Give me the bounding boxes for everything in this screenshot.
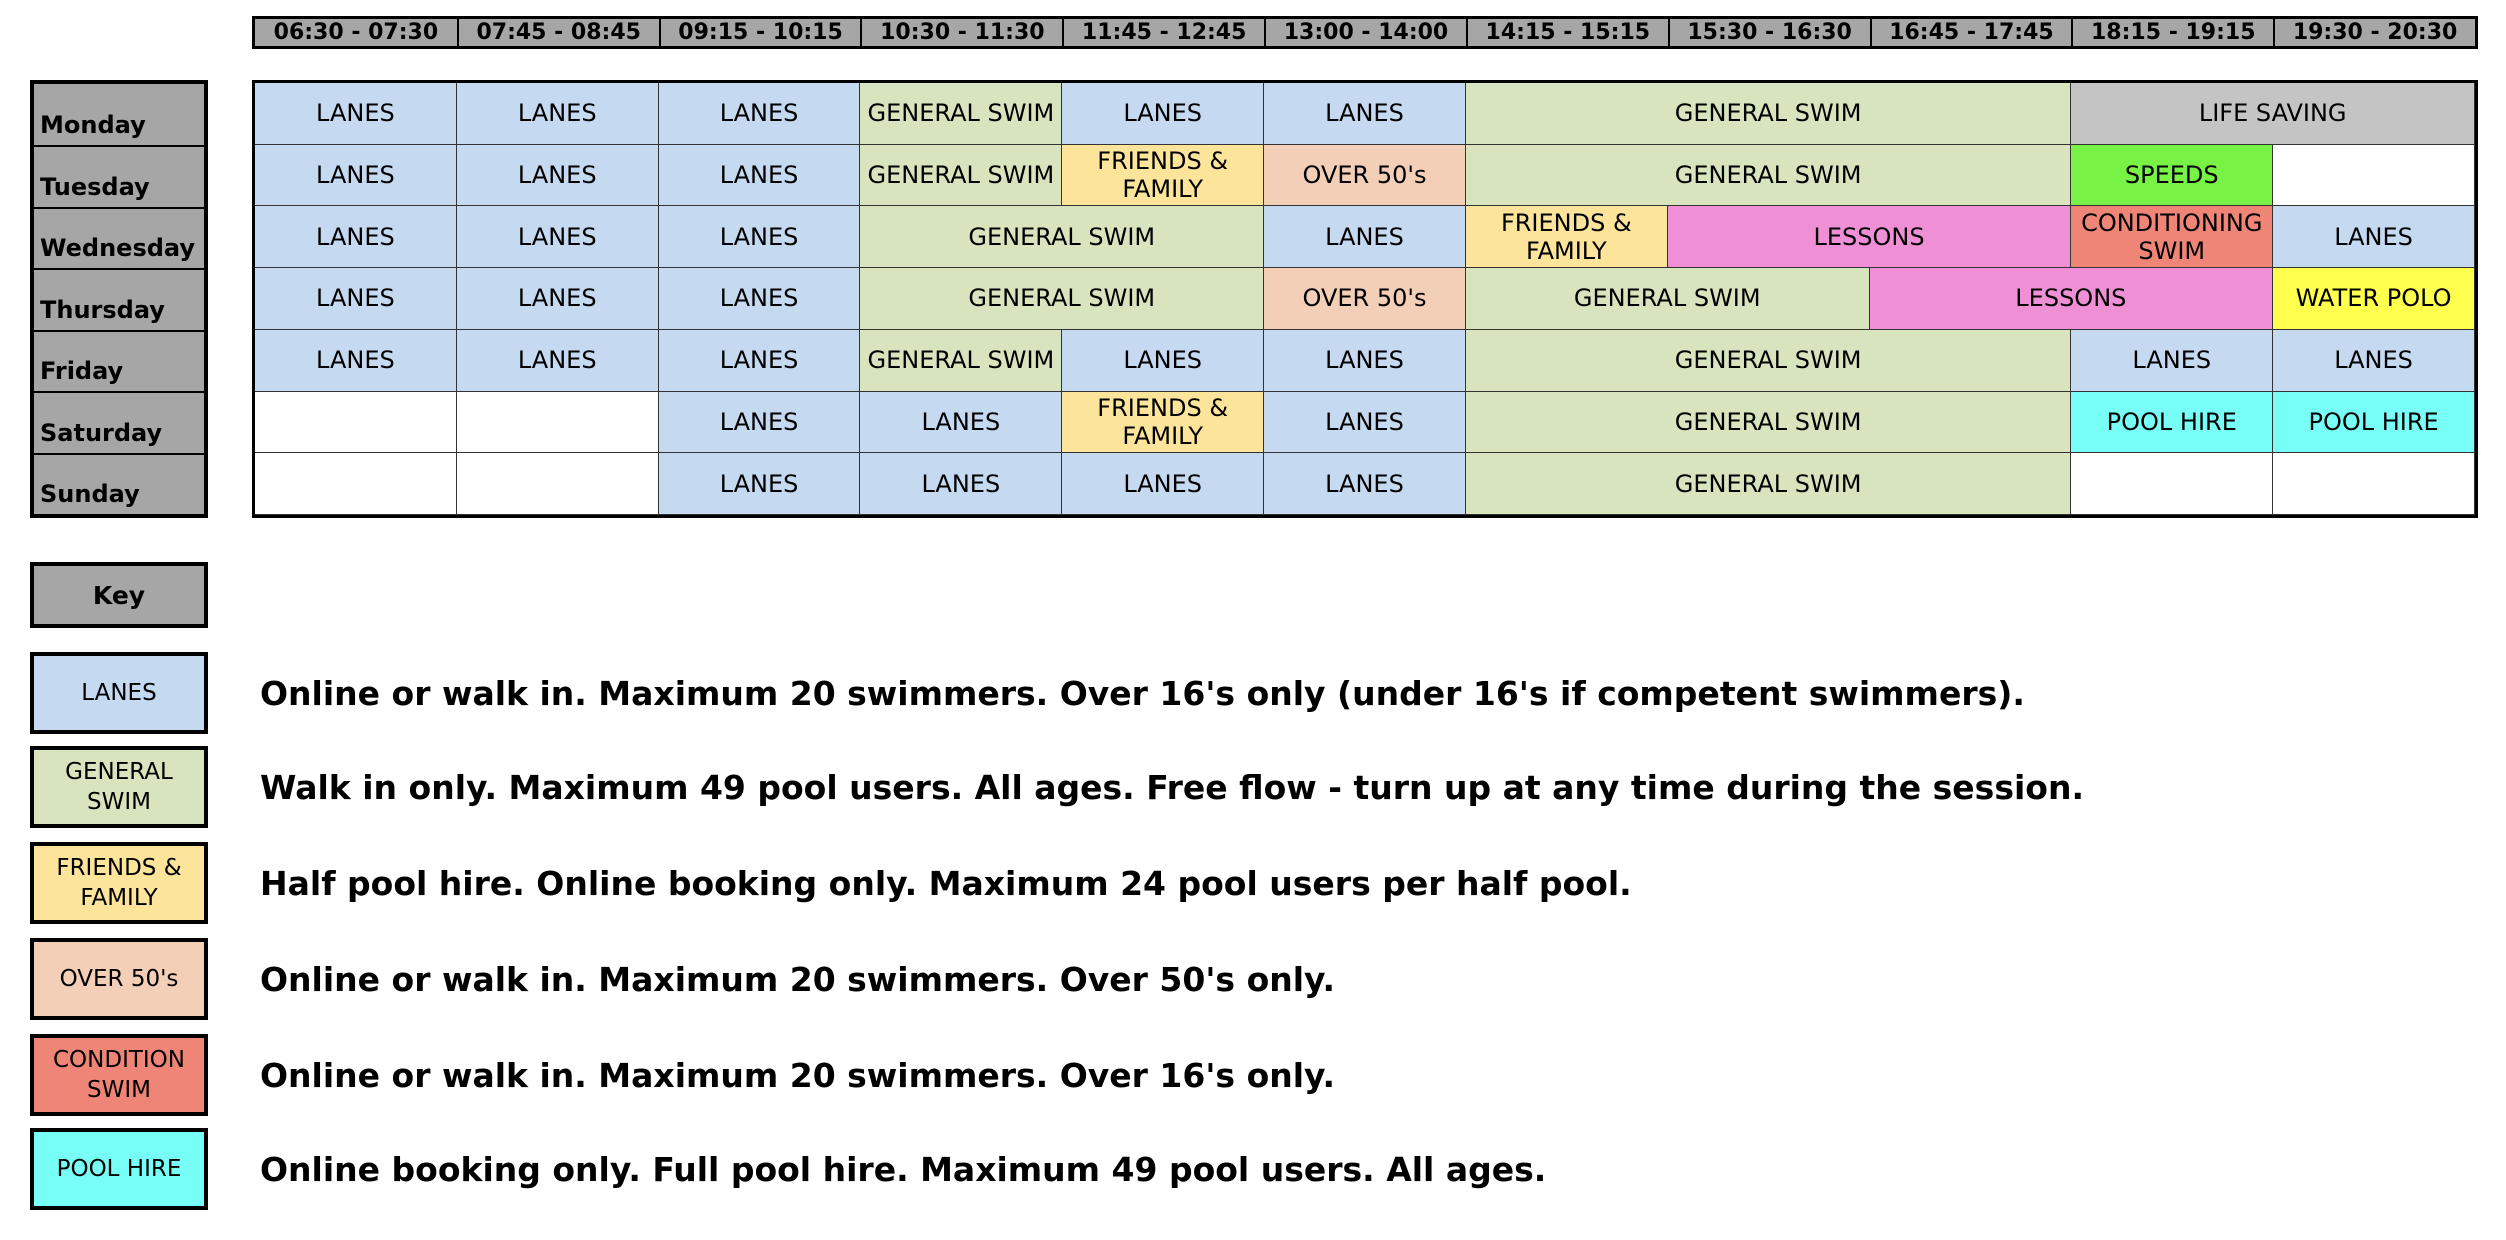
session-cell-lanes: LANES xyxy=(659,330,861,392)
key-description-friends: Half pool hire. Online booking only. Maximum 24 pool users per half pool. xyxy=(260,863,1632,903)
time-slot-header-cell: 18:15 - 19:15 xyxy=(2071,19,2273,46)
key-header: Key xyxy=(30,562,208,628)
session-cell-lanes: LANES xyxy=(2273,206,2475,268)
session-cell-lanes: LANES xyxy=(659,145,861,207)
day-label-wednesday: Wednesday xyxy=(34,207,204,268)
day-column xyxy=(30,80,208,518)
key-row-lanes xyxy=(30,652,2430,734)
key-row-general xyxy=(30,746,2430,828)
session-cell-poolhire: POOL HIRE xyxy=(2071,392,2273,454)
key-description-over50: Online or walk in. Maximum 20 swimmers. Over 50's only. xyxy=(260,959,1336,999)
session-cell-friends: FRIENDS & FAMILY xyxy=(1466,206,1668,268)
session-cell-poolhire: POOL HIRE xyxy=(2273,392,2475,454)
time-slot-header-cell: 13:00 - 14:00 xyxy=(1264,19,1466,46)
time-slot-header-cell: 11:45 - 12:45 xyxy=(1062,19,1264,46)
session-cell-general: GENERAL SWIM xyxy=(1466,145,2071,207)
session-cell-general: GENERAL SWIM xyxy=(1466,268,1870,330)
time-slot-header-cell: 10:30 - 11:30 xyxy=(860,19,1062,46)
session-cell-lanes: LANES xyxy=(1062,453,1264,515)
session-cell-conditioning: CONDITIONING SWIM xyxy=(2071,206,2273,268)
session-cell-lanes: LANES xyxy=(255,268,457,330)
session-cell-lanes: LANES xyxy=(457,268,659,330)
session-cell-empty xyxy=(2273,145,2475,207)
session-cell-friends: FRIENDS & FAMILY xyxy=(1062,392,1264,454)
key-row-poolhire xyxy=(30,1128,2430,1210)
session-cell-waterpolo: WATER POLO xyxy=(2273,268,2475,330)
time-slot-header-cell: 15:30 - 16:30 xyxy=(1668,19,1870,46)
day-label-monday: Monday xyxy=(40,111,146,140)
session-cell-empty xyxy=(255,453,457,515)
session-cell-speeds: SPEEDS xyxy=(2071,145,2273,207)
session-cell-lanes: LANES xyxy=(1264,392,1466,454)
key-swatch-friends: FRIENDS & FAMILY xyxy=(30,842,208,924)
key-swatch-conditioning: CONDITION SWIM xyxy=(30,1034,208,1116)
session-cell-general: GENERAL SWIM xyxy=(1466,330,2071,392)
time-slot-header-cell: 06:30 - 07:30 xyxy=(273,20,439,45)
session-cell-general: GENERAL SWIM xyxy=(860,268,1264,330)
session-cell-lanes: LANES xyxy=(1062,330,1264,392)
session-cell-general: GENERAL SWIM xyxy=(1466,392,2071,454)
time-slot-header xyxy=(252,16,2478,49)
session-cell-empty xyxy=(457,453,659,515)
session-cell-lanes: LANES xyxy=(659,392,861,454)
key-description-general: Walk in only. Maximum 49 pool users. All ages. Free flow - turn up at any time during the session. xyxy=(260,767,2084,807)
session-cell-lanes: LANES xyxy=(860,453,1062,515)
session-cell-lanes: LANES xyxy=(860,392,1062,454)
session-cell-general: GENERAL SWIM xyxy=(1466,453,2071,515)
time-slot-header-cell: 16:45 - 17:45 xyxy=(1870,19,2072,46)
session-cell-lanes: LANES xyxy=(1264,83,1466,145)
session-cell-lanes: LANES xyxy=(1264,330,1466,392)
day-label-tuesday: Tuesday xyxy=(34,145,204,206)
day-label-saturday: Saturday xyxy=(34,391,204,452)
session-cell-general: GENERAL SWIM xyxy=(860,330,1062,392)
session-cell-general: GENERAL SWIM xyxy=(860,145,1062,207)
time-slot-header-cell: 09:15 - 10:15 xyxy=(659,19,861,46)
session-cell-lanes: LANES xyxy=(659,83,861,145)
session-cell-lanes: LANES xyxy=(659,206,861,268)
session-cell-lanes: LANES xyxy=(457,145,659,207)
session-cell-lanes: LANES xyxy=(1264,453,1466,515)
key-description-poolhire: Online booking only. Full pool hire. Maximum 49 pool users. All ages. xyxy=(260,1149,1547,1189)
session-cell-lanes: LANES xyxy=(255,206,457,268)
session-cell-lanes: LANES xyxy=(255,330,457,392)
session-cell-lanes: LANES xyxy=(255,83,457,145)
key-description-conditioning: Online or walk in. Maximum 20 swimmers. Over 16's only. xyxy=(260,1055,1336,1095)
session-cell-general: GENERAL SWIM xyxy=(860,83,1062,145)
day-label-friday: Friday xyxy=(34,330,204,391)
time-slot-header-cell: 19:30 - 20:30 xyxy=(2273,19,2475,46)
session-cell-empty xyxy=(457,392,659,454)
session-cell-empty xyxy=(2071,453,2273,515)
key-row-friends xyxy=(30,842,2430,924)
session-cell-lanes: LANES xyxy=(1264,206,1466,268)
schedule-grid xyxy=(252,80,2478,518)
session-cell-friends: FRIENDS & FAMILY xyxy=(1062,145,1264,207)
session-cell-over50: OVER 50's xyxy=(1264,145,1466,207)
day-label-thursday: Thursday xyxy=(34,268,204,329)
session-cell-general: GENERAL SWIM xyxy=(1466,83,2071,145)
key-swatch-poolhire: POOL HIRE xyxy=(30,1128,208,1210)
key-swatch-over50: OVER 50's xyxy=(30,938,208,1020)
key-row-over50 xyxy=(30,938,2430,1020)
key-description-lanes: Online or walk in. Maximum 20 swimmers. Over 16's only (under 16's if competent swimmers). xyxy=(260,673,2025,713)
key-row-conditioning xyxy=(30,1034,2430,1116)
session-cell-lanes: LANES xyxy=(457,330,659,392)
session-cell-lessons: LESSONS xyxy=(1870,268,2274,330)
session-cell-lanes: LANES xyxy=(1062,83,1264,145)
session-cell-empty xyxy=(255,392,457,454)
session-cell-lanes: LANES xyxy=(2071,330,2273,392)
time-slot-header-cell: 07:45 - 08:45 xyxy=(457,19,659,46)
key-swatch-lanes: LANES xyxy=(30,652,208,734)
session-cell-lanes: LANES xyxy=(659,453,861,515)
session-cell-lanes: LANES xyxy=(457,206,659,268)
session-cell-lifesaving: LIFE SAVING xyxy=(2071,83,2475,145)
session-cell-lanes: LANES xyxy=(2273,330,2475,392)
session-cell-over50: OVER 50's xyxy=(1264,268,1466,330)
session-cell-lanes: LANES xyxy=(255,145,457,207)
session-cell-lessons: LESSONS xyxy=(1668,206,2072,268)
session-cell-empty xyxy=(2273,453,2475,515)
day-label-sunday: Sunday xyxy=(34,453,204,514)
session-cell-general: GENERAL SWIM xyxy=(860,206,1264,268)
time-slot-header-cell: 14:15 - 15:15 xyxy=(1466,19,1668,46)
key-swatch-general: GENERAL SWIM xyxy=(30,746,208,828)
session-cell-lanes: LANES xyxy=(659,268,861,330)
session-cell-lanes: LANES xyxy=(457,83,659,145)
